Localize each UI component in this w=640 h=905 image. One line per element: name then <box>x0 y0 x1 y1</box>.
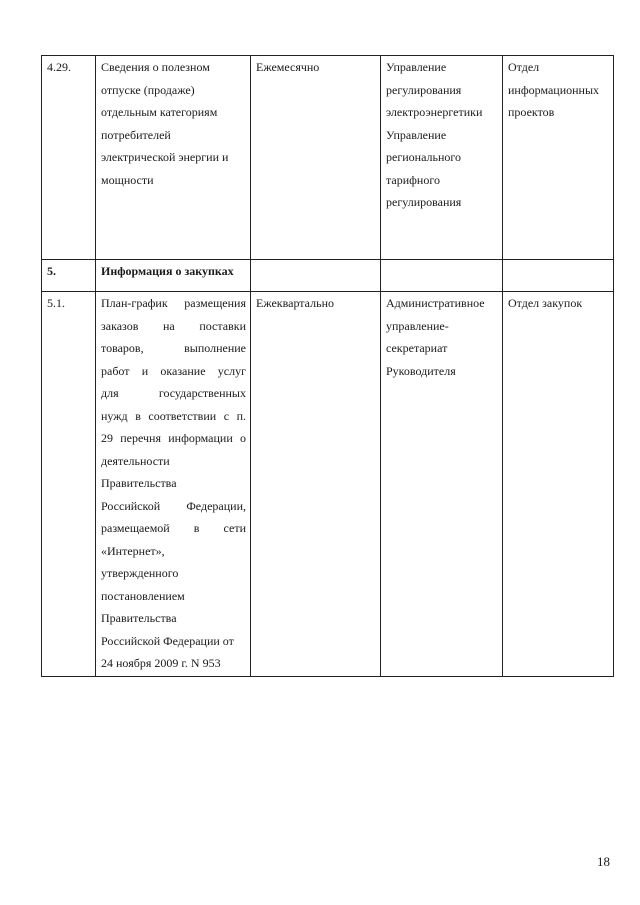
title-line: электрической энергии и <box>101 150 229 164</box>
title-line: потребителей <box>101 127 171 142</box>
responsible-line: регулирования <box>386 82 462 97</box>
responsible-line: секретариат <box>386 341 448 355</box>
title-line: нужд в соответствии с п. <box>101 408 246 423</box>
update-frequency: Ежеквартально <box>251 292 381 677</box>
department: Отдел закупок <box>503 292 614 677</box>
reporting-table <box>41 55 614 677</box>
title-line: Российской Федерации, <box>101 498 246 513</box>
page-number: 18 <box>597 854 610 869</box>
row-number: 5.1. <box>42 292 96 677</box>
title-line: Российской Федерации от <box>101 633 234 648</box>
title-line: 24 ноября 2009 г. N 953 <box>101 656 221 670</box>
title-line: постановлением <box>101 588 185 603</box>
title-line: работ и оказание услуг <box>101 363 246 378</box>
section-title: Информация о закупках <box>96 260 251 292</box>
empty-cell <box>251 260 381 292</box>
information-title <box>96 56 251 260</box>
information-title <box>96 292 251 677</box>
responsible-line: электроэнергетики <box>386 105 483 119</box>
responsible-line: Руководителя <box>386 363 456 378</box>
section-header-row <box>42 260 614 292</box>
department-line: Отдел <box>508 60 540 74</box>
department-line: проектов <box>508 105 555 119</box>
title-line: Правительства <box>101 611 177 625</box>
department <box>503 56 614 260</box>
title-line: отдельным категориям <box>101 105 218 119</box>
title-line: План-график размещения <box>101 296 246 310</box>
empty-cell <box>381 260 503 292</box>
responsible-unit <box>381 292 503 677</box>
title-line: Правительства <box>101 476 177 490</box>
section-number: 5. <box>42 260 96 292</box>
title-line: деятельности <box>101 453 170 468</box>
title-line: 29 перечня информации о <box>101 431 246 445</box>
title-line: Сведения о полезном <box>101 60 210 74</box>
responsible-line: Управление <box>386 60 447 74</box>
title-line: для государственных <box>101 386 246 400</box>
responsible-line: Управление <box>386 127 447 142</box>
title-line: товаров, выполнение <box>101 341 246 355</box>
title-line: заказов на поставки <box>101 318 246 333</box>
responsible-line: регулирования <box>386 195 462 209</box>
update-frequency: Ежемесячно <box>251 56 381 260</box>
title-line: размещаемой в сети <box>101 521 246 535</box>
responsible-line: Административное <box>386 296 485 310</box>
table-row <box>42 56 614 260</box>
title-line: утвержденного <box>101 566 179 580</box>
empty-cell <box>503 260 614 292</box>
responsible-line: регионального <box>386 150 462 164</box>
responsible-unit <box>381 56 503 260</box>
responsible-line: тарифного <box>386 172 440 187</box>
title-line: «Интернет», <box>101 543 165 558</box>
title-line: мощности <box>101 172 154 187</box>
row-number: 4.29. <box>42 56 96 260</box>
title-line: отпуске (продаже) <box>101 82 195 97</box>
department-line: информационных <box>508 82 600 97</box>
table-row <box>42 292 614 677</box>
responsible-line: управление- <box>386 318 449 333</box>
